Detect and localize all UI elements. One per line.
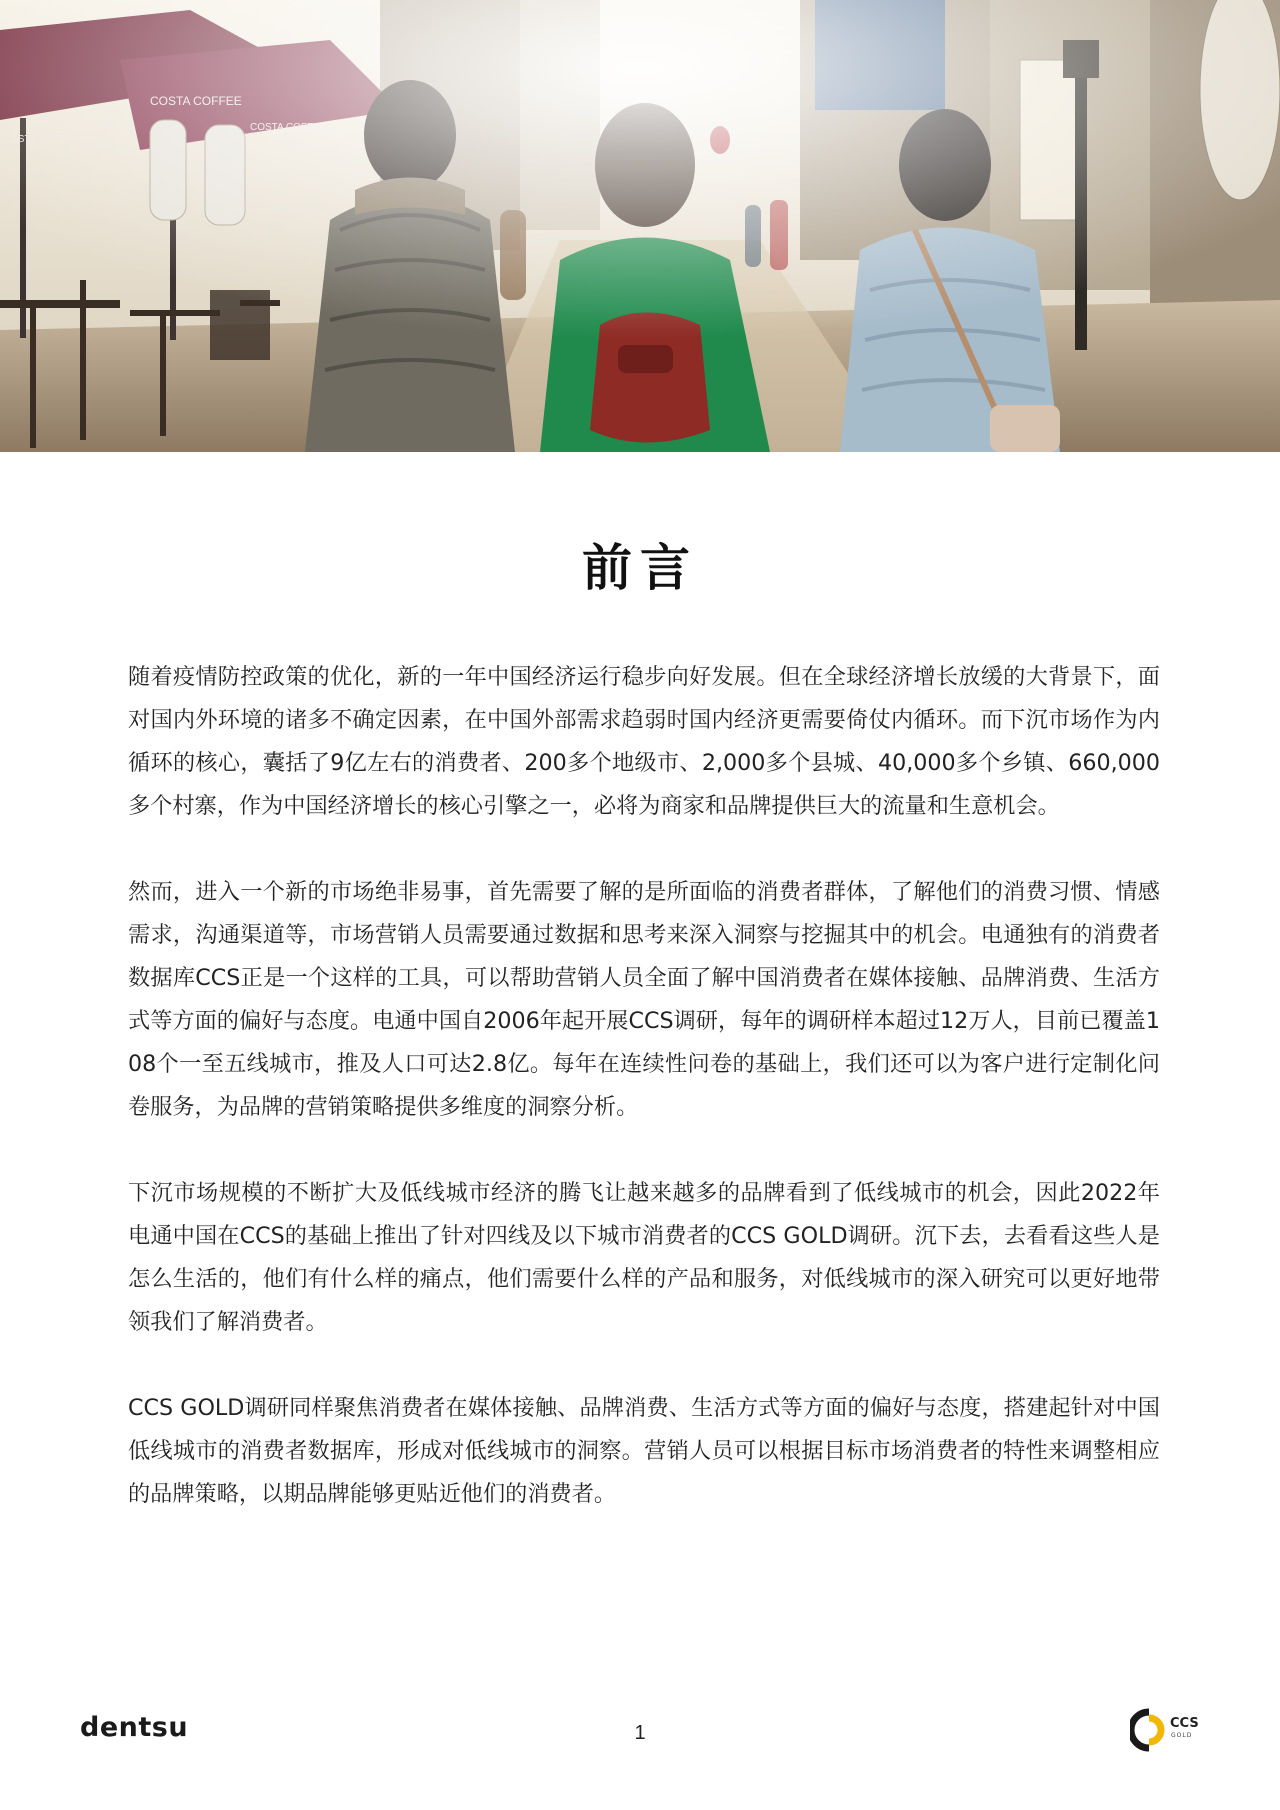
dentsu-logo: dentsu — [80, 1712, 189, 1743]
paragraph-1: 随着疫情防控政策的优化，新的一年中国经济运行稳步向好发展。但在全球经济增长放缓的大背景下，面对国内外环境的诸多不确定因素，在中国外部需求趋弱时国内经济更需要倚仗内循环。而下沉市场作为内循环的核心，囊括了9亿左右的消费者、200多个地级市、2,000多个县城、40,000多个乡镇、660,000多个村寨，作为中国经济增长的核心引擎之一，必将为商家和品牌提供巨大的流量和生意机会。 — [128, 664, 1160, 819]
ccs-gold-mark-icon — [1130, 1708, 1168, 1752]
street-scene-illustration — [0, 0, 1280, 452]
body-text — [128, 656, 1160, 1559]
paragraph-2: 然而，进入一个新的市场绝非易事，首先需要了解的是所面临的消费者群体，了解他们的消费习惯、情感需求，沟通渠道等，市场营销人员需要通过数据和思考来深入洞察与挖掘其中的机会。电通独有的消费者数据库CCS正是一个这样的工具，可以帮助营销人员全面了解中国消费者在媒体接触、品牌消费、生活方式等方面的偏好与态度。电通中国自2006年起开展CCS调研，每年的调研样本超过12万人，目前已覆盖108个一至五线城市，推及人口可达2.8亿。每年在连续性问卷的基础上，我们还可以为客户进行定制化问卷服务，为品牌的营销策略提供多维度的洞察分析。 — [128, 879, 1160, 1120]
paragraph-3: 下沉市场规模的不断扩大及低线城市经济的腾飞让越来越多的品牌看到了低线城市的机会，因此2022年电通中国在CCS的基础上推出了针对四线及以下城市消费者的CCS GOLD调研。沉下去，去看看这些人是怎么生活的，他们有什么样的痛点，他们需要什么样的产品和服务，对低线城市的深入研究可以更好地带领我们了解消费者。 — [128, 1180, 1160, 1335]
ccs-logo-text: CCS — [1170, 1716, 1199, 1731]
paragraph-4: CCS GOLD调研同样聚焦消费者在媒体接触、品牌消费、生活方式等方面的偏好与态度，搭建起针对中国低线城市的消费者数据库，形成对低线城市的洞察。营销人员可以根据目标市场消费者的特性来调整相应的品牌策略，以期品牌能够更贴近他们的消费者。 — [128, 1395, 1160, 1507]
page-number: 1 — [634, 1722, 646, 1744]
hero-photo — [0, 0, 1280, 452]
ccs-gold-logo — [1130, 1708, 1210, 1754]
ccs-logo-subtext: GOLD — [1171, 1732, 1193, 1739]
page-title: 前言 — [582, 539, 698, 597]
